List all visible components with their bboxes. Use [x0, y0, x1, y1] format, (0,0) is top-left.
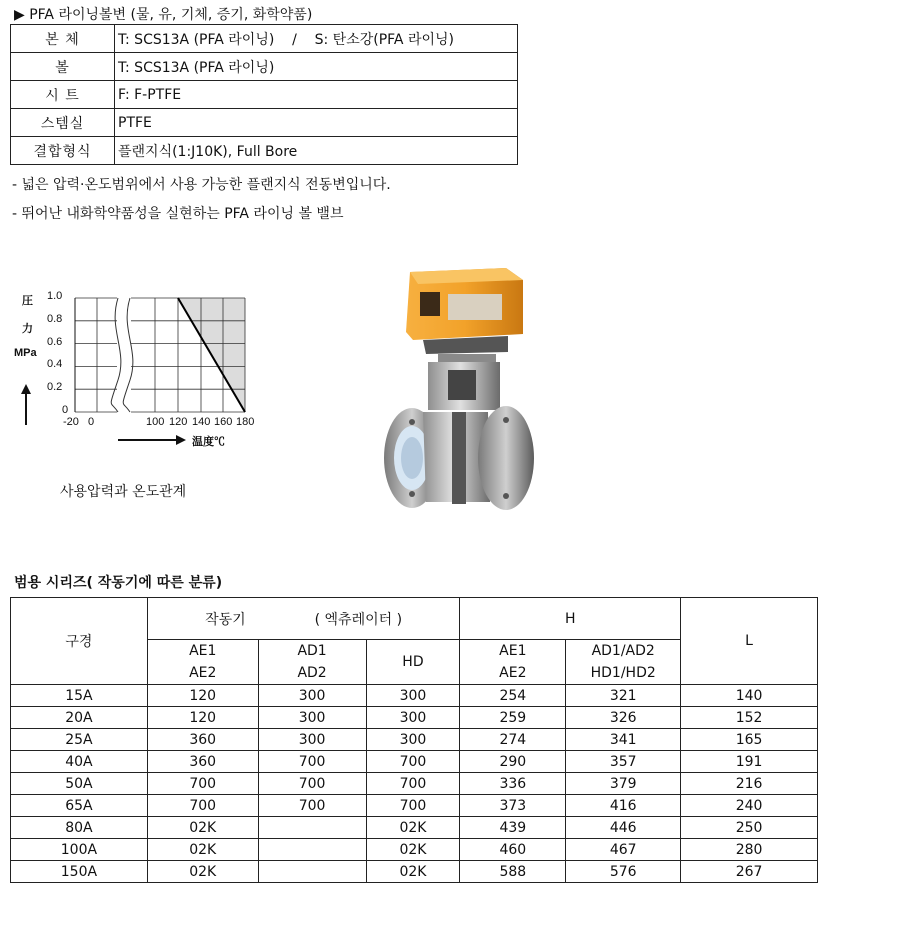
table-row — [11, 795, 818, 817]
table-cell: 40A — [11, 751, 148, 773]
series-table — [10, 597, 818, 883]
table-cell: 588 — [460, 861, 566, 883]
x-tick-label: 160 — [214, 416, 233, 428]
table-cell: 446 — [566, 817, 681, 839]
table-cell: 216 — [681, 773, 818, 795]
header-h-ae-top: AE1 — [499, 643, 527, 659]
y-tick-label: 0.2 — [47, 381, 63, 394]
header-h-ad-top: AD1/AD2 — [591, 643, 655, 659]
x-tick-label: 140 — [192, 416, 211, 428]
table-cell: 65A — [11, 795, 148, 817]
y-axis-unit: MPa — [14, 347, 37, 359]
table-cell: 357 — [566, 751, 681, 773]
table-cell: 700 — [366, 751, 460, 773]
table-cell: 20A — [11, 707, 148, 729]
spec-row — [11, 137, 518, 165]
table-cell: 165 — [681, 729, 818, 751]
table-row — [11, 729, 818, 751]
spec-row — [11, 25, 518, 53]
table-cell: 240 — [681, 795, 818, 817]
header-actuator-label: 작동기 — [205, 611, 246, 628]
x-tick-label: 100 — [146, 416, 165, 428]
header-ad — [258, 640, 366, 685]
spec-label: 볼 — [11, 53, 115, 81]
y-tick-label: 0.4 — [47, 358, 63, 371]
x-tick-label: 180 — [236, 416, 255, 428]
table-cell: 191 — [681, 751, 818, 773]
spec-label: 결합형식 — [11, 137, 115, 165]
header-ae — [147, 640, 258, 685]
table-cell: 326 — [566, 707, 681, 729]
table-cell: 280 — [681, 839, 818, 861]
table-cell: 290 — [460, 751, 566, 773]
table-cell: 379 — [566, 773, 681, 795]
table-cell: 02K — [147, 817, 258, 839]
table-cell: 576 — [566, 861, 681, 883]
chart-caption: 사용압력과 온도관계 — [60, 484, 187, 500]
table-cell: 274 — [460, 729, 566, 751]
y-tick-label: 0.8 — [47, 312, 63, 325]
spec-row — [11, 53, 518, 81]
table-cell: 439 — [460, 817, 566, 839]
table-row — [11, 861, 818, 883]
spec-label: 본 체 — [11, 25, 115, 53]
spec-value: T: SCS13A (PFA 라이닝) / S: 탄소강(PFA 라이닝) — [115, 25, 518, 53]
header-h: H — [460, 598, 681, 640]
table-cell: 140 — [681, 685, 818, 707]
table-cell: 02K — [147, 839, 258, 861]
pressure-temperature-chart — [10, 290, 280, 455]
table-cell: 700 — [366, 795, 460, 817]
spec-label: 시 트 — [11, 81, 115, 109]
table-cell: 373 — [460, 795, 566, 817]
table-row — [11, 707, 818, 729]
table-cell: 360 — [147, 751, 258, 773]
table-cell: 259 — [460, 707, 566, 729]
table-cell: 700 — [258, 795, 366, 817]
section-title: 범용 시리즈( 작동기에 따른 분류) — [14, 575, 223, 591]
spec-value: F: F-PTFE — [115, 81, 518, 109]
y-tick-label: 0 — [62, 404, 69, 416]
table-row — [11, 685, 818, 707]
table-cell: 120 — [147, 685, 258, 707]
y-tick-label: 0.6 — [47, 335, 63, 348]
table-cell: 02K — [366, 817, 460, 839]
table-cell: 336 — [460, 773, 566, 795]
table-row — [11, 817, 818, 839]
table-cell: 02K — [147, 861, 258, 883]
spec-value: T: SCS13A (PFA 라이닝) — [115, 53, 518, 81]
spec-row — [11, 81, 518, 109]
table-cell: 300 — [258, 729, 366, 751]
spec-value: PTFE — [115, 109, 518, 137]
spec-table — [10, 24, 518, 165]
table-cell: 700 — [258, 773, 366, 795]
spec-label: 스템실 — [11, 109, 115, 137]
table-row — [11, 839, 818, 861]
table-row — [11, 773, 818, 795]
header-ad-bottom: AD2 — [297, 665, 327, 681]
x-axis-label: 温度℃ — [192, 436, 225, 448]
header-h-ad — [566, 640, 681, 685]
table-cell: 50A — [11, 773, 148, 795]
table-cell: 321 — [566, 685, 681, 707]
header-hd: HD — [366, 640, 460, 685]
header-ae-bottom: AE2 — [189, 665, 217, 681]
table-cell — [258, 861, 366, 883]
table-cell: 300 — [258, 707, 366, 729]
y-axis-label: 力 — [22, 323, 33, 335]
x-arrow-head — [176, 435, 186, 445]
header-actuator-sub: ( 엑츄레이터 ) — [314, 611, 403, 628]
table-cell: 152 — [681, 707, 818, 729]
table-cell: 341 — [566, 729, 681, 751]
table-cell: 15A — [11, 685, 148, 707]
table-cell: 267 — [681, 861, 818, 883]
feature-note-1: - 넓은 압력·온도범위에서 사용 가능한 플랜지식 전동변입니다. — [12, 177, 391, 193]
spec-value: 플랜지식(1:J10K), Full Bore — [115, 137, 518, 165]
table-cell: 300 — [366, 685, 460, 707]
table-cell: 02K — [366, 861, 460, 883]
table-cell — [258, 839, 366, 861]
table-cell: 300 — [366, 729, 460, 751]
table-cell: 700 — [366, 773, 460, 795]
page-title: ▶ PFA 라이닝볼변 (물, 유, 기체, 증기, 화학약품) — [14, 7, 313, 23]
header-h-ae — [460, 640, 566, 685]
header-ad-top: AD1 — [297, 643, 327, 659]
table-cell: 360 — [147, 729, 258, 751]
header-h-ae-bottom: AE2 — [499, 665, 527, 681]
table-cell: 80A — [11, 817, 148, 839]
table-cell: 150A — [11, 861, 148, 883]
header-ae-top: AE1 — [189, 643, 217, 659]
table-cell: 700 — [258, 751, 366, 773]
y-tick-label: 1.0 — [47, 290, 63, 302]
table-cell: 25A — [11, 729, 148, 751]
table-cell: 467 — [566, 839, 681, 861]
table-cell: 416 — [566, 795, 681, 817]
header-h-ad-bottom: HD1/HD2 — [590, 665, 656, 681]
header-actuator — [147, 598, 460, 640]
x-tick-label: 0 — [88, 416, 95, 428]
table-cell: 02K — [366, 839, 460, 861]
table-cell: 700 — [147, 795, 258, 817]
spec-row — [11, 109, 518, 137]
x-tick-label: 120 — [169, 416, 188, 428]
header-bore: 구경 — [11, 598, 148, 685]
feature-note-2: - 뛰어난 내화학약품성을 실현하는 PFA 라이닝 볼 밸브 — [12, 206, 344, 222]
table-row — [11, 751, 818, 773]
table-cell: 460 — [460, 839, 566, 861]
table-cell: 254 — [460, 685, 566, 707]
header-l: L — [681, 598, 818, 685]
table-cell: 120 — [147, 707, 258, 729]
valve-product-image — [378, 262, 543, 520]
axis-break-gap — [117, 297, 131, 413]
x-tick-label: -20 — [63, 416, 79, 428]
table-cell — [258, 817, 366, 839]
y-arrow-head — [21, 384, 31, 394]
table-cell: 250 — [681, 817, 818, 839]
table-cell: 100A — [11, 839, 148, 861]
table-cell: 700 — [147, 773, 258, 795]
table-cell: 300 — [366, 707, 460, 729]
y-axis-label: 圧 — [22, 295, 33, 307]
table-cell: 300 — [258, 685, 366, 707]
